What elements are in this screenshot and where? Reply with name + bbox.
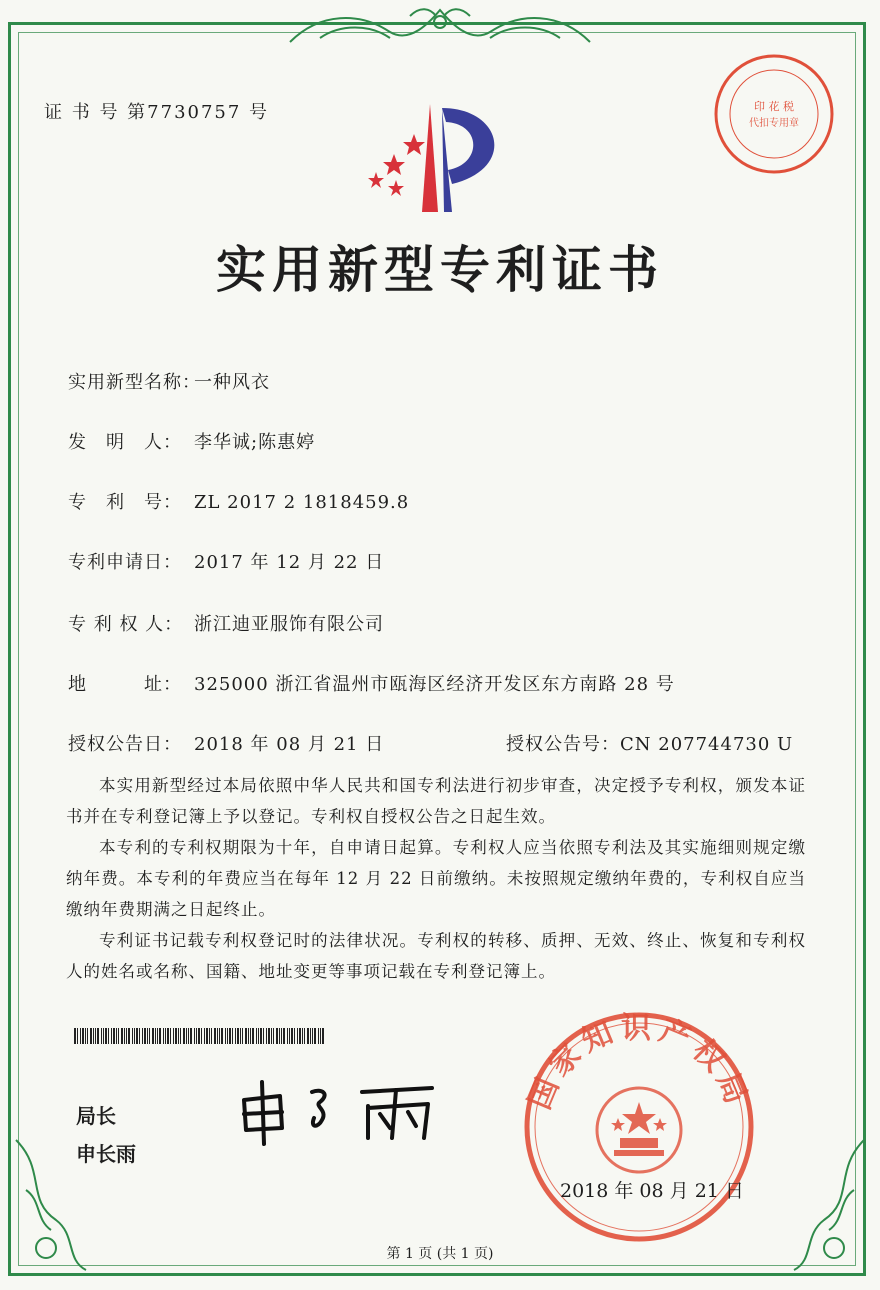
patent-office-logo-icon xyxy=(352,98,522,216)
field-label: 专利申请日： xyxy=(68,552,182,573)
barcode-bar xyxy=(118,1028,119,1044)
barcode-bar xyxy=(116,1028,117,1044)
barcode-bar xyxy=(271,1028,272,1044)
barcode-bar xyxy=(139,1028,140,1044)
barcode-bar xyxy=(90,1028,92,1044)
body-paragraph: 本实用新型经过本局依照中华人民共和国专利法进行初步审查，决定授予专利权，颁发本证书并在专利登记簿上予以登记。专利权自授权公告之日起生效。 xyxy=(66,776,806,826)
barcode-bar xyxy=(204,1028,205,1044)
barcode-bar xyxy=(93,1028,94,1044)
svg-text:国家知识产权局 xyxy=(522,1011,755,1114)
field-value: 2018 年 08 月 21 日 xyxy=(194,734,385,755)
barcode xyxy=(74,1028,326,1044)
barcode-bar xyxy=(310,1028,311,1044)
field-utility-model-name xyxy=(68,368,270,394)
barcode-bar xyxy=(209,1028,210,1044)
barcode-bar xyxy=(101,1028,102,1044)
field-value: ZL 2017 2 1818459.8 xyxy=(194,492,410,513)
barcode-bar xyxy=(260,1028,262,1044)
barcode-bar xyxy=(95,1028,96,1044)
field-label: 专 利 权 人： xyxy=(68,614,184,635)
barcode-bar xyxy=(322,1028,324,1044)
barcode-bar xyxy=(268,1028,270,1044)
barcode-bar xyxy=(219,1028,220,1044)
barcode-bar xyxy=(167,1028,169,1044)
certificate-title: 实用新型专利证书 xyxy=(216,240,664,299)
barcode-bar xyxy=(283,1028,285,1044)
barcode-bar xyxy=(124,1028,125,1044)
barcode-bar xyxy=(175,1028,177,1044)
certificate-number: 证 书 号 第7730757 号 xyxy=(44,102,270,123)
barcode-bar xyxy=(183,1028,185,1044)
barcode-bar xyxy=(170,1028,171,1044)
director-signature-icon xyxy=(236,1078,446,1148)
barcode-bar xyxy=(252,1028,254,1044)
seal-text: 国家知识产权局 xyxy=(522,1011,756,1115)
barcode-bar xyxy=(312,1028,313,1044)
top-ornament-icon xyxy=(280,2,600,50)
barcode-bar xyxy=(227,1028,228,1044)
barcode-bar xyxy=(273,1028,274,1044)
barcode-bar xyxy=(157,1028,158,1044)
barcode-bar xyxy=(74,1028,76,1044)
barcode-bar xyxy=(221,1028,223,1044)
barcode-bar xyxy=(190,1028,192,1044)
barcode-bar xyxy=(85,1028,86,1044)
barcode-bar xyxy=(211,1028,212,1044)
field-announcement-date xyxy=(68,730,384,756)
barcode-bar xyxy=(266,1028,267,1044)
barcode-bar xyxy=(302,1028,303,1044)
page-number: 第 1 页 (共 1 页) xyxy=(386,1246,494,1262)
barcode-bar xyxy=(82,1028,84,1044)
barcode-bar xyxy=(201,1028,202,1044)
barcode-bar xyxy=(173,1028,174,1044)
barcode-bar xyxy=(159,1028,161,1044)
barcode-bar xyxy=(113,1028,115,1044)
barcode-bar xyxy=(194,1028,195,1044)
barcode-bar xyxy=(307,1028,309,1044)
barcode-bar xyxy=(128,1028,130,1044)
ipo-official-seal-icon xyxy=(522,1010,756,1244)
barcode-bar xyxy=(258,1028,259,1044)
barcode-bar xyxy=(232,1028,233,1044)
barcode-bar xyxy=(121,1028,123,1044)
barcode-bar xyxy=(248,1028,249,1044)
barcode-bar xyxy=(188,1028,189,1044)
barcode-bar xyxy=(186,1028,187,1044)
barcode-bar xyxy=(196,1028,197,1044)
barcode-bar xyxy=(198,1028,200,1044)
barcode-bar xyxy=(134,1028,135,1044)
field-value: CN 207744730 U xyxy=(620,734,794,755)
body-paragraph: 专利证书记载专利权登记时的法律状况。专利权的转移、质押、无效、终止、恢复和专利权人的姓名或名称、国籍、地址变更等事项记载在专利登记簿上。 xyxy=(66,931,806,981)
barcode-bar xyxy=(250,1028,251,1044)
barcode-bar xyxy=(256,1028,257,1044)
barcode-bar xyxy=(237,1028,239,1044)
tax-seal-icon xyxy=(712,52,836,176)
field-label: 专 利 号： xyxy=(68,492,182,513)
barcode-bar xyxy=(165,1028,166,1044)
svg-text:代扣专用章: 代扣专用章 xyxy=(749,118,799,129)
field-inventors xyxy=(68,428,315,454)
barcode-bar xyxy=(304,1028,305,1044)
field-patent-number xyxy=(68,488,409,514)
barcode-bar xyxy=(225,1028,226,1044)
barcode-bar xyxy=(206,1028,208,1044)
barcode-bar xyxy=(103,1028,104,1044)
issue-date: 2018 年 08 月 21 日 xyxy=(560,1180,744,1202)
barcode-bar xyxy=(87,1028,88,1044)
field-value: 浙江迪亚服饰有限公司 xyxy=(194,614,384,635)
barcode-bar xyxy=(240,1028,241,1044)
field-application-date xyxy=(68,548,384,574)
field-label: 授权公告号： xyxy=(506,734,620,755)
barcode-bar xyxy=(136,1028,138,1044)
field-value: 325000 浙江省温州市瓯海区经济开发区东方南路 28 号 xyxy=(194,674,675,695)
barcode-bar xyxy=(126,1028,127,1044)
barcode-bar xyxy=(229,1028,231,1044)
barcode-bar xyxy=(291,1028,293,1044)
barcode-bar xyxy=(144,1028,146,1044)
barcode-bar xyxy=(299,1028,301,1044)
official-title: 局长 xyxy=(76,1104,116,1128)
barcode-bar xyxy=(142,1028,143,1044)
barcode-bar xyxy=(279,1028,280,1044)
barcode-bar xyxy=(245,1028,247,1044)
field-value: 一种风衣 xyxy=(194,372,270,393)
barcode-bar xyxy=(281,1028,282,1044)
barcode-bar xyxy=(180,1028,181,1044)
field-announcement-number xyxy=(506,730,793,756)
barcode-bar xyxy=(105,1028,107,1044)
barcode-bar xyxy=(320,1028,321,1044)
official-name: 申长雨 xyxy=(76,1142,136,1166)
barcode-bar xyxy=(152,1028,154,1044)
field-label: 发 明 人： xyxy=(68,432,182,453)
barcode-bar xyxy=(297,1028,298,1044)
body-paragraph: 本专利的专利权期限为十年，自申请日起算。专利权人应当依照专利法及其实施细则规定缴纳年费。本专利的年费应当在每年 12 月 22 日前缴纳。未按照规定缴纳年费的，专利权自应当缴纳年费期满之日起终止。 xyxy=(66,838,806,919)
barcode-bar xyxy=(111,1028,112,1044)
barcode-bar xyxy=(77,1028,78,1044)
barcode-bar xyxy=(276,1028,278,1044)
barcode-bar xyxy=(294,1028,295,1044)
barcode-bar xyxy=(318,1028,319,1044)
field-value: 2017 年 12 月 22 日 xyxy=(194,552,385,573)
field-value: 李华诚;陈惠婷 xyxy=(194,432,316,453)
barcode-bar xyxy=(97,1028,99,1044)
barcode-bar xyxy=(132,1028,133,1044)
field-label: 授权公告日： xyxy=(68,734,182,755)
field-patentee xyxy=(68,610,384,636)
field-address xyxy=(68,670,675,696)
barcode-bar xyxy=(149,1028,150,1044)
field-label: 地 址： xyxy=(68,674,182,695)
barcode-bar xyxy=(235,1028,236,1044)
barcode-bar xyxy=(289,1028,290,1044)
barcode-bar xyxy=(217,1028,218,1044)
barcode-bar xyxy=(314,1028,316,1044)
barcode-bar xyxy=(147,1028,148,1044)
barcode-bar xyxy=(178,1028,179,1044)
barcode-bar xyxy=(108,1028,109,1044)
barcode-bar xyxy=(263,1028,264,1044)
barcode-bar xyxy=(80,1028,81,1044)
barcode-bar xyxy=(242,1028,243,1044)
barcode-bar xyxy=(163,1028,164,1044)
svg-text:印 花 税: 印 花 税 xyxy=(754,100,794,113)
field-label: 实用新型名称： xyxy=(68,372,201,393)
certificate-body xyxy=(66,770,806,987)
barcode-bar xyxy=(287,1028,288,1044)
barcode-bar xyxy=(155,1028,156,1044)
barcode-bar xyxy=(214,1028,216,1044)
